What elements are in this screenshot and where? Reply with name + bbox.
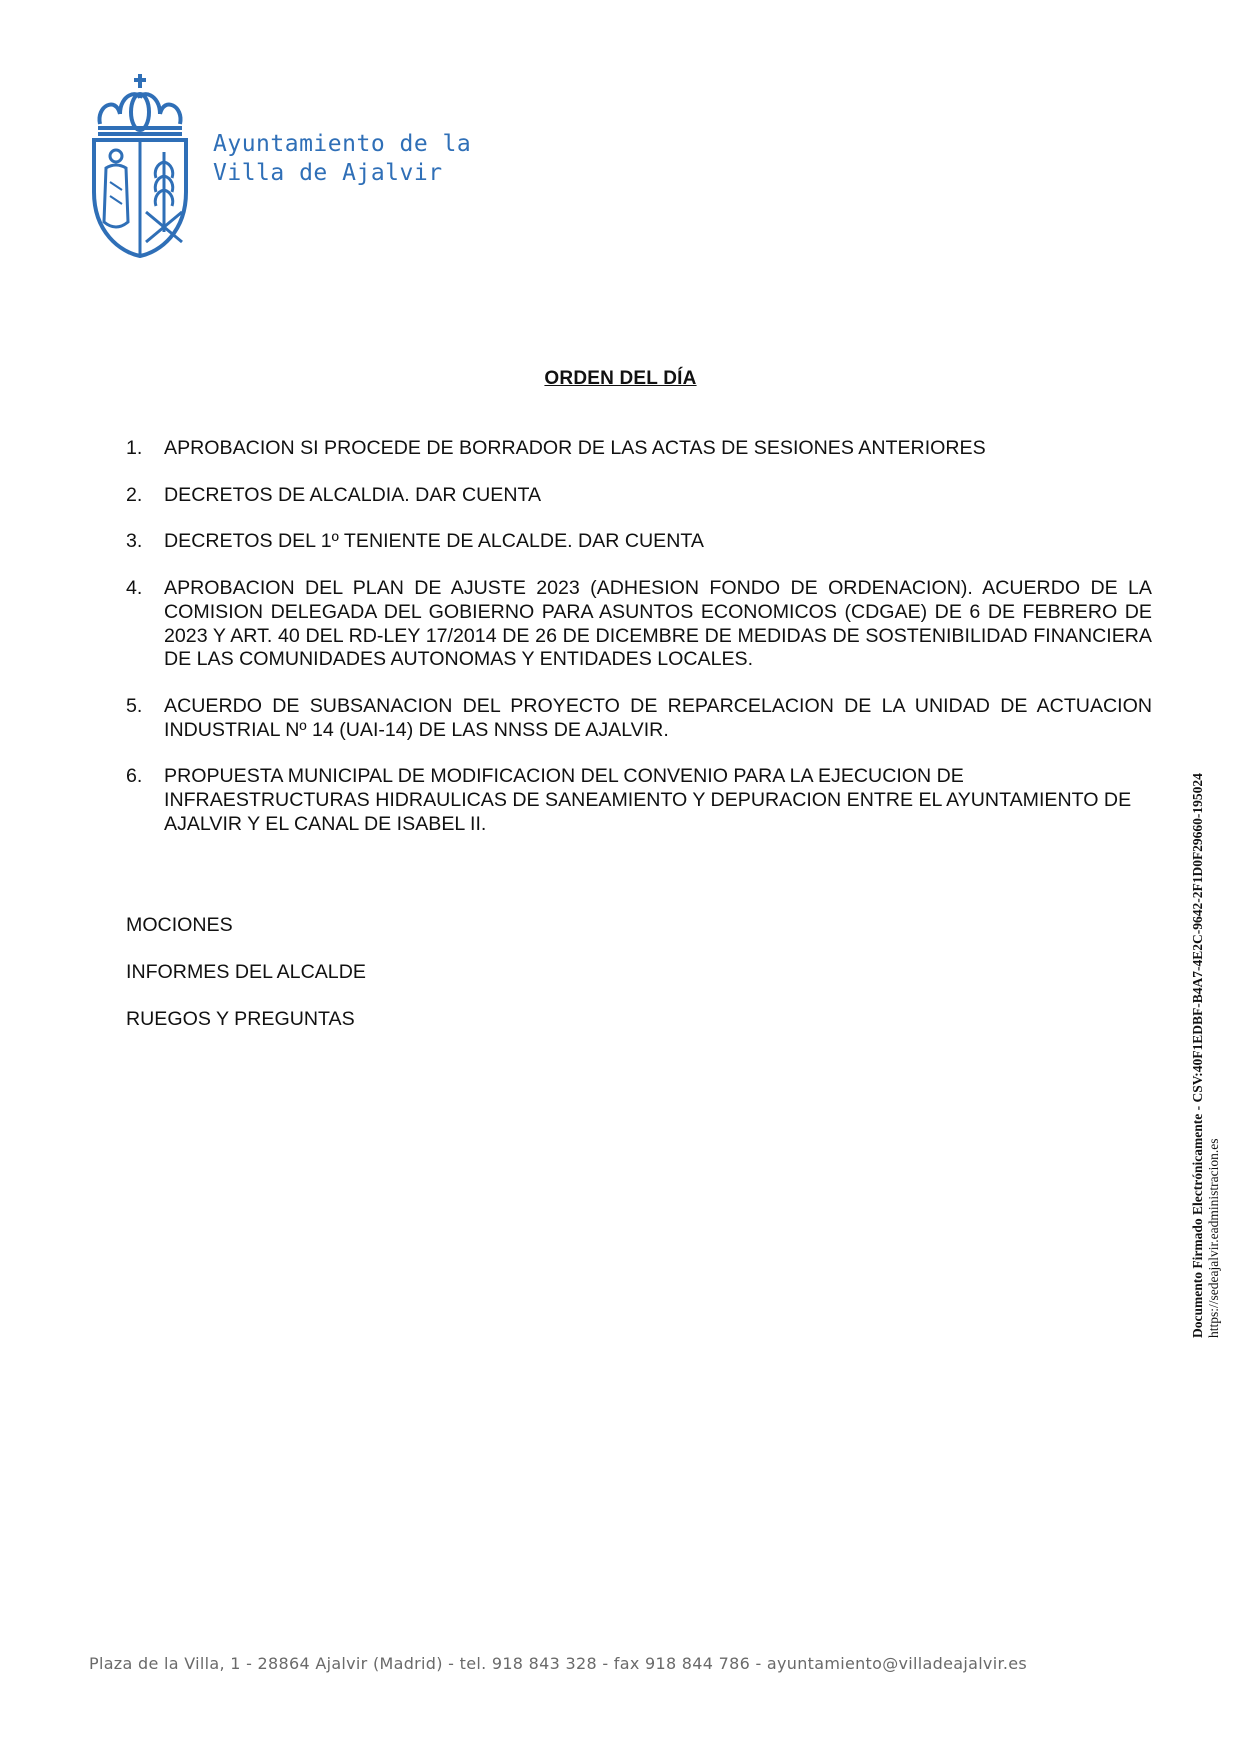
agenda-item-text: PROPUESTA MUNICIPAL DE MODIFICACION DEL CONVENIO PARA LA EJECUCION DE INFRAESTRUCTURAS HIDRAULICAS DE SANEAMIENTO Y DEPURACION ENTRE EL AYUNTAMIENTO DE AJALVIR Y EL CANAL DE ISABEL II. (164, 765, 1132, 835)
organization-name-line2: Villa de Ajalvir (213, 160, 443, 186)
agenda-item (126, 765, 1152, 836)
agenda-item-text: ACUERDO DE SUBSANACION DEL PROYECTO DE REPARCELACION DE LA UNIDAD DE ACTUACION INDUSTRIAL Nº 14 (UAI-14) DE LAS NNSS DE AJALVIR. (164, 694, 1152, 741)
agenda-item-number: 5. (126, 694, 143, 717)
electronic-signature-note (1190, 698, 1222, 1338)
municipal-coat-of-arms-icon (90, 72, 190, 258)
section-ruegos-preguntas: RUEGOS Y PREGUNTAS (126, 1008, 355, 1030)
agenda-item-number: 6. (126, 765, 143, 788)
agenda-list (126, 437, 1152, 859)
document-title: ORDEN DEL DÍA (544, 368, 697, 389)
agenda-item (126, 484, 1152, 508)
agenda-item (126, 695, 1152, 742)
agenda-item-number: 3. (126, 530, 143, 553)
section-mociones: MOCIONES (126, 914, 233, 936)
agenda-item-number: 1. (126, 437, 143, 459)
footer-contact: Plaza de la Villa, 1 - 28864 Ajalvir (Madrid) - tel. 918 843 328 - fax 918 844 786 - ayuntamiento@villadeajalvir.es (89, 1654, 1028, 1673)
agenda-item (126, 577, 1152, 672)
agenda-item-text: APROBACION SI PROCEDE DE BORRADOR DE LAS ACTAS DE SESIONES ANTERIORES (164, 437, 986, 459)
agenda-item-number: 4. (126, 577, 143, 600)
agenda-item-text: APROBACION DEL PLAN DE AJUSTE 2023 (ADHESION FONDO DE ORDENACION). ACUERDO DE LA COMISION DELEGADA DEL GOBIERNO PARA ASUNTOS ECONOMICOS (CDGAE) DE 6 DE FEBRERO DE 2023 Y ART. 40 DEL RD-LEY 17/2014 DE 26 DE DICEMBRE DE MEDIDAS DE SOSTENIBILIDAD FINANCIERA DE LAS COMUNIDADES AUTONOMAS Y ENTIDADES LOCALES. (164, 577, 1152, 671)
signature-csv-text: Documento Firmado Electrónicamente - CSV:40F1EDBF-B4A7-4E2C-9642-2F1D0F29660-195024 (1190, 773, 1205, 1338)
additional-sections (126, 914, 366, 1055)
organization-name-line1: Ayuntamiento de la (213, 131, 472, 157)
organization-name (213, 130, 471, 188)
agenda-item-text: DECRETOS DE ALCALDIA. DAR CUENTA (164, 483, 542, 506)
agenda-item (126, 437, 1152, 461)
signature-url: https://sedeajalvir.eadministracion.es (1206, 1138, 1221, 1338)
section-informes-alcalde: INFORMES DEL ALCALDE (126, 961, 366, 983)
agenda-item-text: DECRETOS DEL 1º TENIENTE DE ALCALDE. DAR CUENTA (164, 530, 704, 553)
agenda-item-number: 2. (126, 483, 143, 506)
agenda-item (126, 530, 1152, 554)
